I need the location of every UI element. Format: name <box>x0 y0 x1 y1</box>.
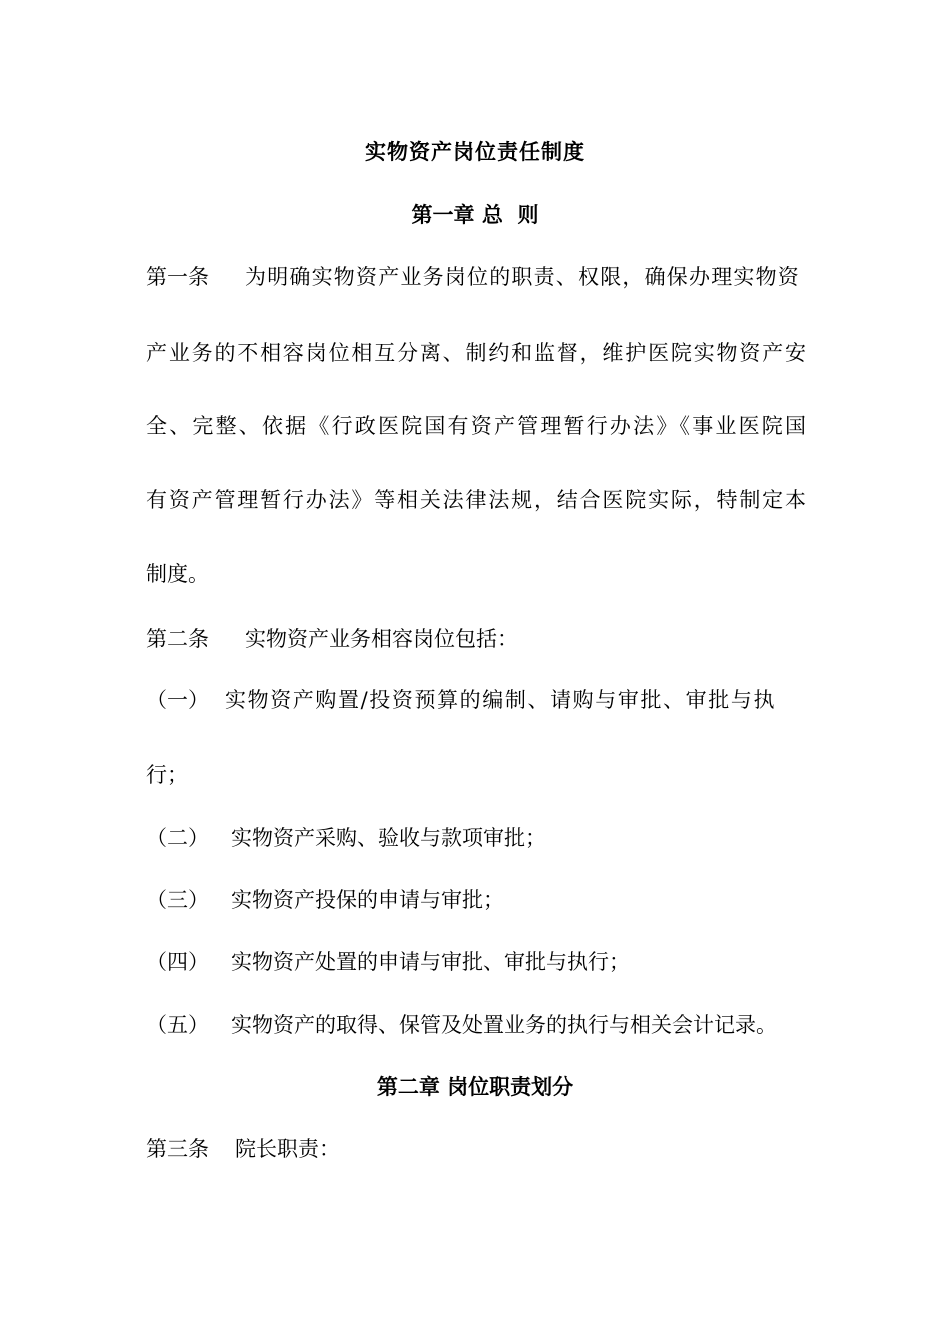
article-2-item-3 <box>146 885 806 915</box>
article-1-line-2: 产业务的不相容岗位相互分离、制约和监督，维护医院实物资产安 <box>146 341 806 365</box>
article-1-label: 第一条 <box>146 265 209 289</box>
article-3-text: 院长职责： <box>235 1137 340 1161</box>
item-3-text: 实物资产投保的申请与审批； <box>231 888 504 912</box>
article-1-line-1 <box>146 262 806 292</box>
article-2-item-2 <box>146 823 806 853</box>
document-title: 实物资产岗位责任制度 <box>365 140 585 164</box>
article-2-item-1-cont: 行； <box>146 763 188 787</box>
item-2-number: （二） <box>146 826 209 850</box>
article-3-label: 第三条 <box>146 1137 209 1161</box>
item-1-number: （一） <box>146 688 209 712</box>
item-1-text: 实物资产购置/投资预算的编制、请购与审批、审批与执 <box>225 688 777 712</box>
article-1-text-1: 为明确实物资产业务岗位的职责、权限，确保办理实物资 <box>245 265 800 289</box>
article-2-label: 第二条 <box>146 627 209 651</box>
article-1-line-5: 制度。 <box>146 562 209 586</box>
article-2-item-5 <box>146 1010 806 1040</box>
item-4-number: （四） <box>146 950 209 974</box>
item-5-number: （五） <box>146 1013 209 1037</box>
article-2-item-1 <box>146 685 806 715</box>
item-2-text: 实物资产采购、验收与款项审批； <box>231 826 546 850</box>
chapter-1-title: 第一章 总 则 <box>411 203 539 227</box>
item-4-text: 实物资产处置的申请与审批、审批与执行； <box>231 950 630 974</box>
article-2-item-4 <box>146 947 806 977</box>
item-5-text: 实物资产的取得、保管及处置业务的执行与相关会计记录。 <box>231 1013 777 1037</box>
article-1-line-3: 全、完整、依据《行政医院国有资产管理暂行办法》《事业医院国 <box>146 414 806 438</box>
chapter-2-title: 第二章 岗位职责划分 <box>376 1075 574 1099</box>
article-1-line-4: 有资产管理暂行办法》等相关法律法规，结合医院实际，特制定本 <box>146 488 806 512</box>
article-2-text: 实物资产业务相容岗位包括： <box>245 627 518 651</box>
item-3-number: （三） <box>146 888 209 912</box>
article-3-line <box>146 1134 806 1164</box>
article-2-line <box>146 624 806 654</box>
